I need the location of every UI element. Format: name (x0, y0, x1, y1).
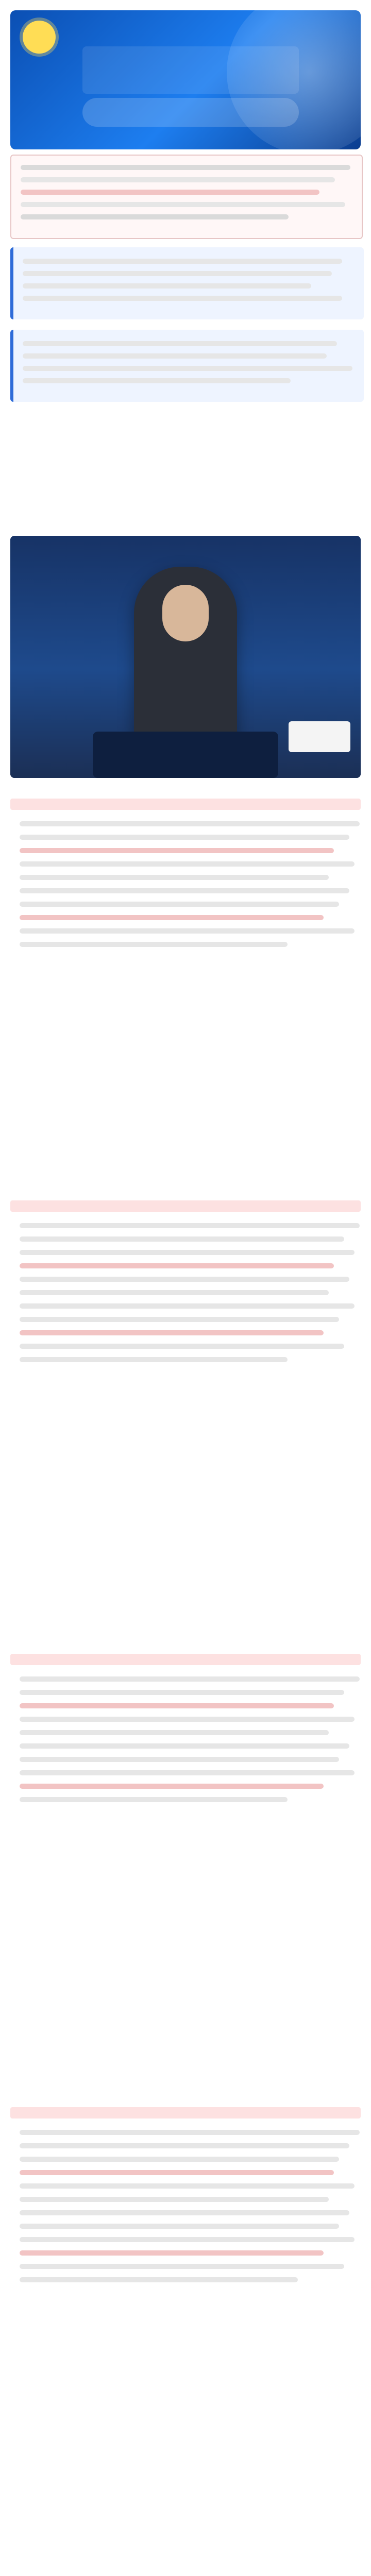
qa-section-2 (10, 1200, 361, 1643)
section-question (10, 1654, 361, 1665)
section-line (20, 1357, 288, 1362)
section-line (20, 1277, 349, 1282)
section-line (20, 2130, 360, 2135)
section-line (20, 1730, 329, 1735)
section-line (20, 1290, 329, 1295)
callout-line (23, 259, 342, 264)
callout-line (23, 283, 311, 289)
section-line (20, 1330, 324, 1335)
qa-section-3 (10, 1654, 361, 2097)
section-line (20, 2143, 349, 2148)
section-question (10, 799, 361, 810)
section-line (20, 1676, 360, 1682)
section-line (20, 1717, 355, 1722)
intro-line (21, 165, 350, 170)
section-question-text (10, 2107, 11, 2108)
section-question (10, 2107, 361, 2119)
qa-section-1 (10, 799, 361, 1190)
section-line (20, 2157, 339, 2162)
speaker-face (162, 585, 209, 641)
callout-line (23, 353, 327, 359)
section-line (20, 2197, 329, 2202)
section-line (20, 875, 329, 880)
intro-box (10, 155, 363, 239)
section-line (20, 835, 349, 840)
callout-line (23, 296, 342, 301)
section-line (20, 2224, 339, 2229)
callout-1 (10, 247, 364, 319)
section-line (20, 888, 349, 893)
section-line (20, 2264, 344, 2269)
section-line (20, 1770, 355, 1775)
section-line (20, 902, 339, 907)
intro-line (21, 190, 319, 195)
callout-line (23, 366, 352, 371)
section-line (20, 821, 360, 826)
intro-line (21, 202, 345, 207)
callout-line (23, 378, 291, 383)
section-line (20, 1303, 355, 1309)
qa-section-4 (10, 2107, 361, 2576)
section-line (20, 1797, 288, 1802)
section-line (20, 2277, 298, 2282)
nameplate (289, 721, 350, 752)
section-line (20, 1703, 334, 1708)
section-line (20, 2183, 355, 2189)
section-line (20, 915, 324, 920)
section-line (20, 1317, 339, 1322)
intro-line (21, 214, 289, 219)
section-line (20, 2237, 355, 2242)
section-question-text (10, 1200, 11, 1201)
section-line (20, 2250, 324, 2256)
header-banner (10, 10, 361, 149)
podium (93, 732, 278, 778)
section-line (20, 1223, 360, 1228)
section-line (20, 1344, 344, 1349)
section-line (20, 1263, 334, 1268)
callout-1-text (13, 247, 14, 248)
section-line (20, 1250, 355, 1255)
section-line (20, 2170, 334, 2175)
banner-badge (23, 21, 56, 54)
callout-2 (10, 330, 364, 402)
section-line (20, 1236, 344, 1242)
intro-line (21, 177, 335, 182)
section-line (20, 2210, 349, 2215)
section-line (20, 1743, 349, 1749)
section-line (20, 1690, 344, 1695)
callout-line (23, 271, 332, 276)
section-line (20, 1784, 324, 1789)
banner-title-text (82, 46, 83, 47)
section-line (20, 861, 355, 867)
press-photo (10, 536, 361, 778)
banner-title (82, 46, 299, 94)
banner-subtitle (82, 98, 299, 127)
section-line (20, 942, 288, 947)
section-line (20, 848, 334, 853)
section-line (20, 928, 355, 934)
section-line (20, 1757, 339, 1762)
section-question (10, 1200, 361, 1212)
callout-line (23, 341, 337, 346)
